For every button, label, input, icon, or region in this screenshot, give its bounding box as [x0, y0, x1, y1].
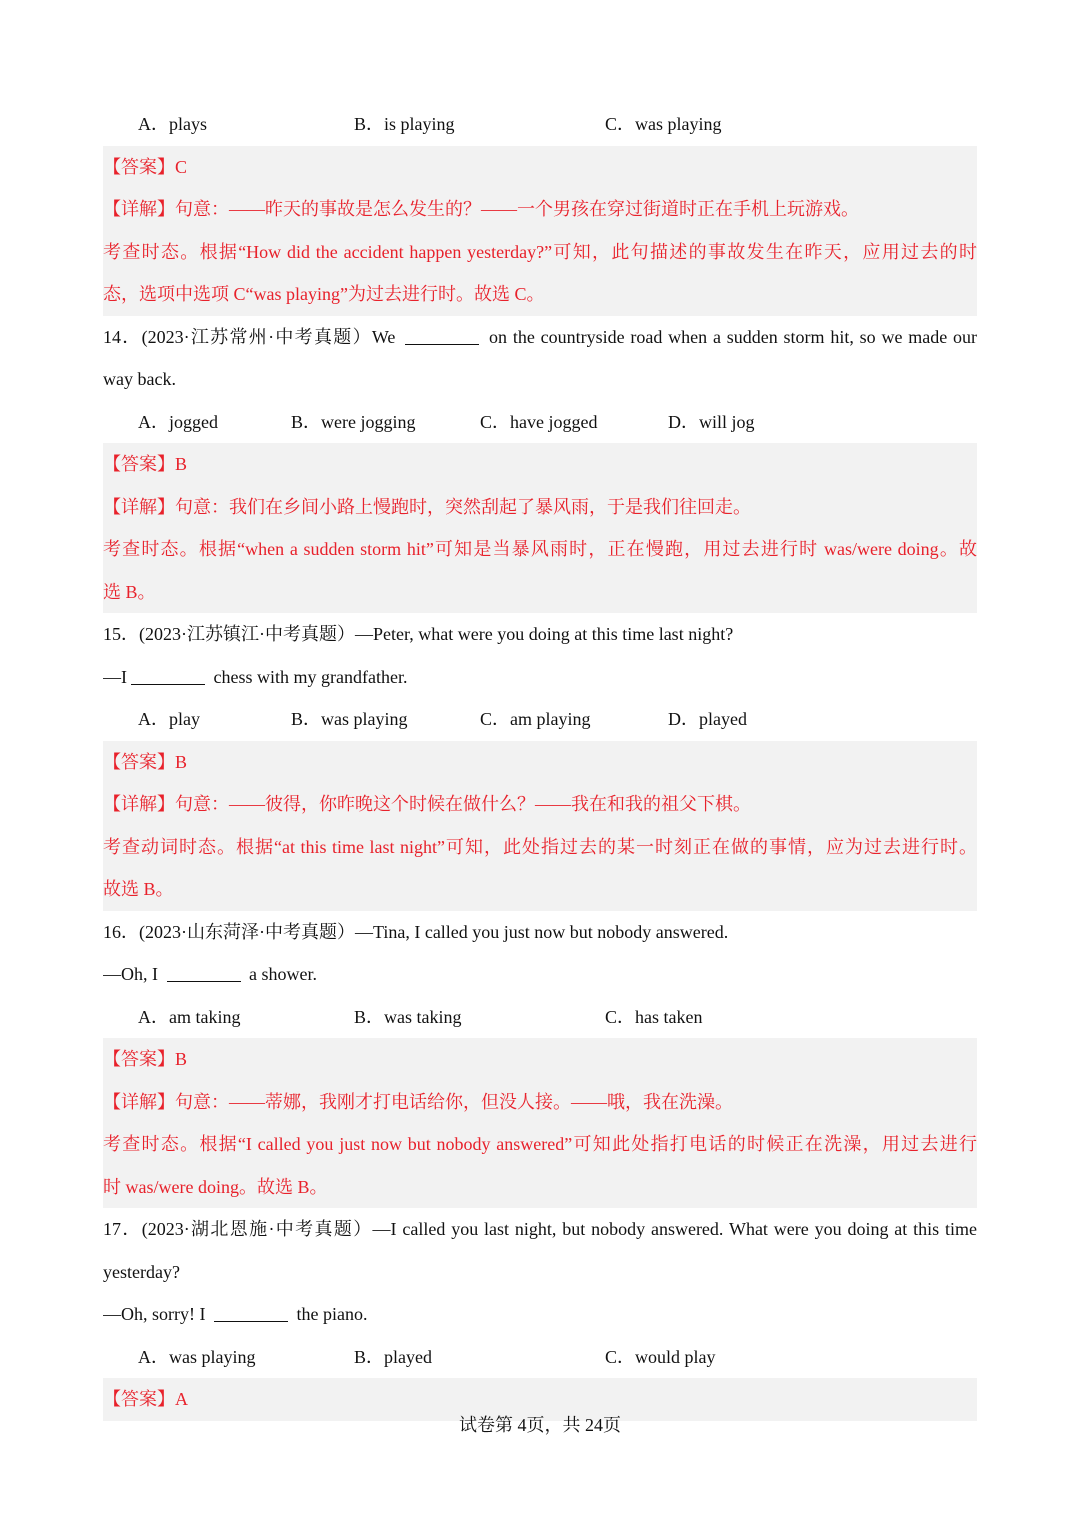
q13-answer: 【答案】C	[103, 156, 188, 177]
exam-page	[103, 103, 977, 1421]
q17-stem-1: 17．(2023·湖北恩施·中考真题）—I called you last night, but nobody answered. What were you doing at this time	[103, 1219, 977, 1239]
q14-options	[103, 401, 977, 444]
q17-option-a[interactable]: A．was playing	[138, 1346, 256, 1367]
q15-analysis-1: 考查动词时态。根据“at this time last night”可知，此处指过去的某一时刻正在做的事情，应为过去进行时。	[103, 836, 977, 857]
q16-option-a[interactable]: A．am taking	[138, 1006, 241, 1027]
q17-stem-3	[103, 1293, 977, 1336]
q17-option-c[interactable]: C．would play	[605, 1346, 716, 1367]
q13-option-b[interactable]: B．is playing	[354, 114, 455, 134]
q14-analysis-1: 考查时态。根据“when a sudden storm hit”可知是当暴风雨时，正在慢跑，用过去进行时 was/were doing。故	[103, 539, 977, 559]
q15-option-c[interactable]: C．am playing	[480, 709, 591, 729]
q14-stem-1	[103, 316, 977, 359]
q16-options	[103, 996, 977, 1039]
q16-stem-1: 16．(2023·山东菏泽·中考真题）—Tina, I called you just now but nobody answered.	[103, 921, 729, 942]
page-footer: 试卷第 4页，共 24页	[459, 1415, 621, 1435]
q14-answer: 【答案】B	[103, 454, 188, 474]
q15-stem-post: chess with my grandfather.	[213, 666, 408, 687]
q15-option-b[interactable]: B．was playing	[291, 709, 408, 729]
q16-analysis-2: 时 was/were doing。故选 B。	[103, 1176, 328, 1197]
q14-explain: 【详解】句意：我们在乡间小路上慢跑时，突然刮起了暴风雨，于是我们往回走。	[103, 496, 751, 517]
q14-option-d[interactable]: D．will jog	[668, 411, 755, 432]
q15-option-d[interactable]: D．played	[668, 709, 747, 729]
q16-analysis-1: 考查时态。根据“I called you just now but nobody answered”可知此处指打电话的时候正在洗澡，用过去进行	[103, 1134, 977, 1154]
q13-analysis-2: 态，选项中选项 C“was playing”为过去进行时。故选 C。	[103, 284, 545, 304]
q14-stem-post: on the countryside road when a sudden storm hit, so we made our	[489, 326, 977, 347]
q16-stem-2	[103, 953, 977, 996]
q14-stem-pre: 14．(2023·江苏常州·中考真题）We	[103, 326, 396, 347]
q14-option-c[interactable]: C．have jogged	[480, 411, 598, 432]
q16-blank	[167, 963, 241, 982]
q17-stem-pre: —Oh, sorry! I	[103, 1304, 206, 1324]
q13-analysis-1: 考查时态。根据“How did the accident happen yesterday?”可知，此句描述的事故发生在昨天，应用过去的时	[103, 241, 977, 262]
q16-option-c[interactable]: C．has taken	[605, 1006, 703, 1027]
q15-blank	[131, 666, 205, 685]
q15-stem-pre: —I	[103, 666, 127, 687]
q16-explain: 【详解】句意：——蒂娜，我刚才打电话给你，但没人接。——哦，我在洗澡。	[103, 1091, 733, 1112]
q13-option-a[interactable]: A．plays	[138, 114, 207, 134]
q15-explain: 【详解】句意：——彼得，你昨晚这个时候在做什么？——我在和我的祖父下棋。	[103, 794, 751, 814]
q16-answer-box	[103, 1038, 977, 1208]
q14-answer-box	[103, 443, 977, 613]
q15-analysis-2: 故选 B。	[103, 879, 174, 899]
q17-options	[103, 1336, 977, 1379]
q13-options	[103, 103, 977, 146]
q17-stem-post: the piano.	[296, 1304, 368, 1324]
q15-stem-1: 15．(2023·江苏镇江·中考真题）—Peter, what were you doing at this time last night?	[103, 624, 734, 644]
q14-blank	[405, 326, 479, 345]
q14-stem-2: way back.	[103, 369, 176, 389]
q17-blank	[214, 1303, 288, 1322]
q14-option-b[interactable]: B．were jogging	[291, 411, 416, 432]
q17-stem-2: yesterday?	[103, 1261, 180, 1282]
q16-stem-post: a shower.	[249, 964, 317, 984]
q15-option-a[interactable]: A．play	[138, 709, 200, 729]
q14-analysis-2: 选 B。	[103, 581, 156, 602]
q17-option-b[interactable]: B．played	[354, 1346, 432, 1367]
q13-option-c[interactable]: C．was playing	[605, 114, 722, 134]
q14-option-a[interactable]: A．jogged	[138, 411, 218, 432]
q16-option-b[interactable]: B．was taking	[354, 1006, 462, 1027]
q17-answer: 【答案】A	[103, 1389, 188, 1409]
q13-explain: 【详解】句意：——昨天的事故是怎么发生的？——一个男孩在穿过街道时正在手机上玩游戏。	[103, 199, 859, 219]
q16-answer: 【答案】B	[103, 1049, 188, 1069]
q16-stem-pre: —Oh, I	[103, 964, 158, 984]
q15-answer: 【答案】B	[103, 751, 188, 772]
q13-answer-box	[103, 146, 977, 316]
q15-options	[103, 698, 977, 741]
q15-answer-box	[103, 741, 977, 911]
q15-stem-2	[103, 656, 977, 699]
